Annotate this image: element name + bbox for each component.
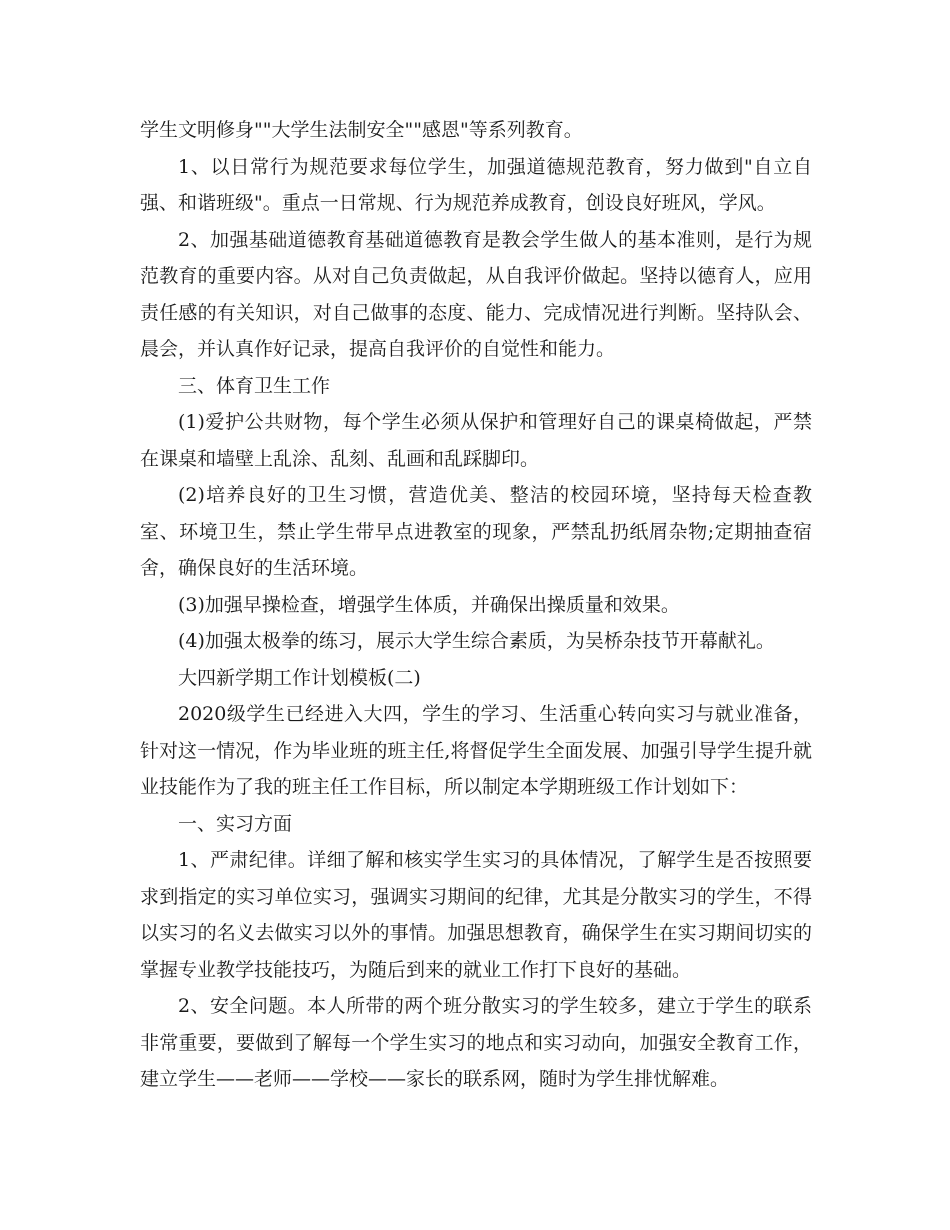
paragraph: 2、加强基础道德教育基础道德教育是教会学生做人的基本准则，是行为规范教育的重要内容。从对自己负责做起，从自我评价做起。坚持以德育人，应用责任感的有关知识，对自己做事的态度、能力、完成情况进行判断。坚持队会、晨会，并认真作好记录，提高自我评价的自觉性和能力。 xyxy=(140,228,812,360)
paragraph: 1、严肃纪律。详细了解和核实学生实习的具体情况，了解学生是否按照要求到指定的实习单位实习，强调实习期间的纪律，尤其是分散实习的学生，不得以实习的名义去做实习以外的事情。加强思想教育，确保学生在实习期间切实的掌握专业教学技能技巧，为随后到来的就业工作打下良好的基础。 xyxy=(140,849,812,981)
paragraph: 1、以日常行为规范要求每位学生，加强道德规范教育，努力做到"自立自强、和谐班级"。重点一日常规、行为规范养成教育，创设良好班风，学风。 xyxy=(140,155,812,214)
list-item: (4)加强太极拳的练习，展示大学生综合素质，为吴桥杂技节开幕献礼。 xyxy=(178,630,775,652)
list-item: (2)培养良好的卫生习惯，营造优美、整洁的校园环境，坚持每天检查教室、环境卫生，禁止学生带早点进教室的现象，严禁乱扔纸屑杂物;定期抽查宿舍，确保良好的生活环境。 xyxy=(140,484,812,579)
paragraph: 2020级学生已经进入大四，学生的学习、生活重心转向实习与就业准备，针对这一情况，作为毕业班的班主任,将督促学生全面发展、加强引导学生提升就业技能作为了我的班主任工作目标，所以制定本学期班级工作计划如下： xyxy=(140,703,812,798)
document-body xyxy=(140,112,812,1098)
list-item: (3)加强早操检查，增强学生体质，并确保出操质量和效果。 xyxy=(178,593,680,616)
document-subtitle: 大四新学期工作计划模板(二) xyxy=(178,666,421,689)
section-heading: 一、实习方面 xyxy=(178,812,293,835)
paragraph: 2、安全问题。本人所带的两个班分散实习的学生较多，建立于学生的联系非常重要，要做到了解每一个学生实习的地点和实习动向，加强安全教育工作，建立学生——老师——学校——家长的联系网，随时为学生排忧解难。 xyxy=(140,995,812,1090)
paragraph: 学生文明修身""大学生法制安全""感恩"等系列教育。 xyxy=(140,119,583,141)
section-heading: 三、体育卫生工作 xyxy=(178,374,331,397)
list-item: (1)爱护公共财物，每个学生必须从保护和管理好自己的课桌椅做起，严禁在课桌和墙壁上乱涂、乱刻、乱画和乱踩脚印。 xyxy=(140,411,812,470)
